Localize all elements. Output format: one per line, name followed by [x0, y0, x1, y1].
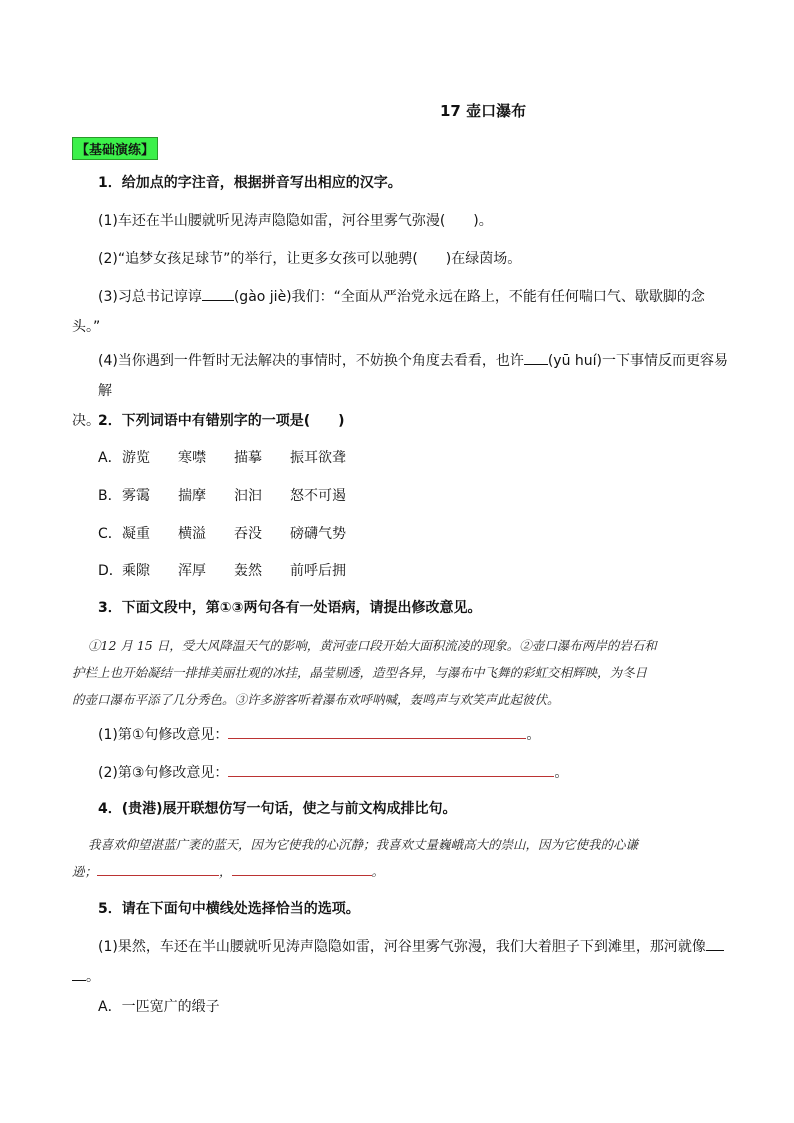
q1-item-2: (2)“追梦女孩足球节”的举行，让更多女孩可以驰骋( )在绿茵场。 — [98, 251, 522, 267]
q3-heading: 3．下面文段中，第①③两句各有一处语病，请提出修改意见。 — [98, 600, 482, 616]
period: 。 — [526, 727, 541, 743]
q4-heading: 4．(贵港)展开联想仿写一句话，使之与前文构成排比句。 — [98, 801, 457, 817]
option-word: 浑厚 — [178, 563, 206, 579]
option-word: 寒噤 — [178, 450, 206, 466]
section-badge: 【基础演练】 — [72, 137, 158, 160]
option-word: 凝重 — [122, 526, 150, 542]
q5-item-1 — [86, 932, 730, 992]
q2-option-b[interactable] — [98, 487, 346, 505]
q2-option-d[interactable] — [98, 562, 346, 580]
q1-item-3 — [72, 282, 730, 342]
option-label: B． — [98, 488, 122, 504]
period: 。 — [554, 765, 569, 781]
option-word: 描摹 — [234, 450, 262, 466]
q1-item-3-text-c: 头。” — [72, 319, 101, 335]
q4-blank-1[interactable] — [97, 861, 219, 876]
q3-passage — [72, 632, 722, 713]
q1-item-3-text-b: (gào jiè)我们：“全面从严治党永远在路上，不能有任何喘口气、歇歇脚的念 — [233, 289, 705, 305]
q1-item-4-blank[interactable] — [524, 350, 548, 365]
option-word: 横溢 — [178, 526, 206, 542]
passage-text: ， — [219, 864, 232, 879]
q1-item-4-text-c: 决。 — [72, 413, 100, 429]
q2-option-a[interactable] — [98, 449, 346, 467]
option-word: 吞没 — [234, 526, 262, 542]
passage-line: ①12 月 15 日，受大风降温天气的影响，黄河壶口段开始大面积流凌的现象。②壶口瀑布两岸的岩石和 — [88, 638, 657, 653]
q2-option-c[interactable] — [98, 525, 346, 543]
q3-answer-2-blank[interactable] — [228, 762, 554, 777]
option-word: 振耳欲聋 — [290, 450, 346, 466]
option-word: 磅礴气势 — [290, 526, 346, 542]
option-word: 雾霭 — [122, 488, 150, 504]
passage-line: 护栏上也开始凝结一排排美丽壮观的冰挂，晶莹剔透，造型各异，与瀑布中飞舞的彩虹交相辉映，为冬日 — [72, 665, 648, 680]
period: 。 — [86, 969, 100, 985]
q3-answer-1-blank[interactable] — [228, 724, 526, 739]
passage-text: 。 — [371, 864, 385, 879]
q1-item-4-text-a: (4)当你遇到一件暂时无法解决的事情时，不妨换个角度去看看，也许 — [98, 353, 524, 369]
q3-answer-1 — [98, 724, 540, 744]
option-word: 乘隙 — [122, 563, 150, 579]
q1-item-3-text-a: (3)习总书记谆谆 — [98, 289, 202, 305]
option-word: 轰然 — [234, 563, 262, 579]
option-label: D． — [98, 563, 123, 579]
passage-text: 逊； — [72, 864, 98, 879]
q3-answer-1-label: (1)第①句修改意见： — [98, 727, 229, 743]
q2-heading: 2．下列词语中有错别字的一项是( ) — [98, 413, 345, 429]
q3-answer-2 — [98, 762, 568, 782]
option-label: A． — [98, 450, 122, 466]
q1-item-4-text-b: (yū huí)一下事情反而更容易解 — [98, 353, 729, 399]
q4-passage — [72, 831, 722, 885]
option-word: 前呼后拥 — [290, 563, 346, 579]
q1-heading: 1．给加点的字注音，根据拼音写出相应的汉字。 — [98, 175, 402, 191]
option-word: 游览 — [122, 450, 150, 466]
passage-line-2 — [72, 858, 722, 885]
option-word: 揣摩 — [178, 488, 206, 504]
q1-item-3-blank[interactable] — [202, 286, 234, 301]
q5-item-1-blank-b[interactable] — [72, 966, 86, 981]
q4-blank-2[interactable] — [232, 861, 372, 876]
passage-line: 我喜欢仰望湛蓝广袤的蓝天，因为它使我的心沉静；我喜欢丈量巍峨高大的崇山，因为它使我的心谦 — [88, 837, 639, 852]
q5-item-1-blank-a[interactable] — [706, 936, 724, 951]
option-word: 汩汩 — [234, 488, 262, 504]
q5-option-a[interactable]: A．一匹宽广的缎子 — [98, 999, 220, 1015]
q5-item-1-text: (1)果然，车还在半山腰就听见涛声隐隐如雷，河谷里雾气弥漫，我们大着胆子下到滩里，那河就像 — [98, 939, 706, 955]
q1-item-1: (1)车还在半山腰就听见涛声隐隐如雷，河谷里雾气弥漫( )。 — [98, 213, 493, 229]
q3-answer-2-label: (2)第③句修改意见： — [98, 765, 229, 781]
q5-heading: 5．请在下面句中横线处选择恰当的选项。 — [98, 901, 360, 917]
lesson-title: 17 壶口瀑布 — [440, 102, 527, 120]
option-label: C． — [98, 526, 122, 542]
passage-line: 的壶口瀑布平添了几分秀色。③许多游客听着瀑布欢呼呐喊，轰鸣声与欢笑声此起彼伏。 — [72, 692, 560, 707]
option-word: 怒不可遏 — [290, 488, 346, 504]
q5-item-1-cont — [72, 962, 730, 992]
